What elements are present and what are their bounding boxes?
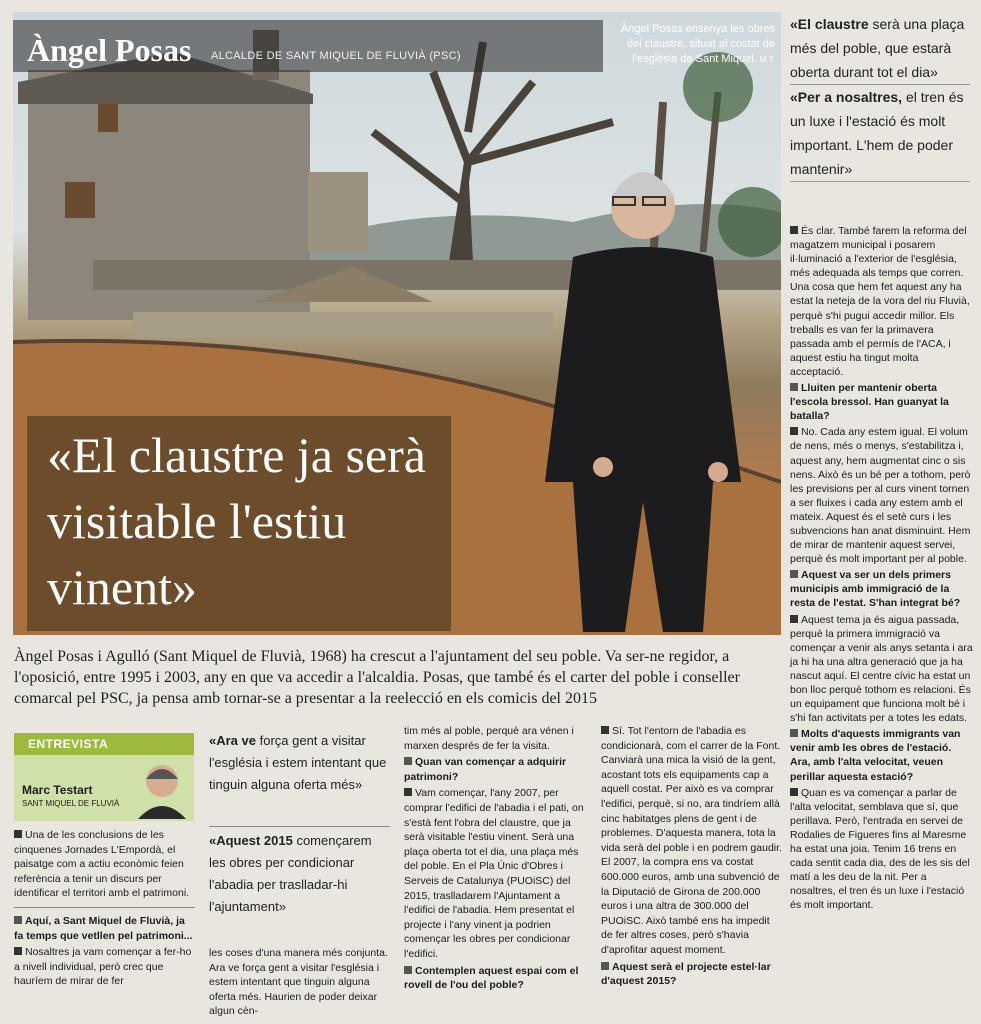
question: Lluiten per mantenir oberta l'escola bressol. Han guanyat la batalla? <box>790 382 949 423</box>
pull-quote-2 <box>209 830 390 918</box>
answer: És clar. També farem la reforma del magatzem municipal i posarem il·luminació a l'exterior de l'església, més adequada als temps que corren. Una cosa que hem fet aquest any ha estat la neteja de la vora del riu Fluvià, perquè s'hi pugui accedir millor. Els treballs es van fer la primavera passada amb el permís de l'ACA, i aquest estiu ha tingut molta acceptació. <box>790 225 970 378</box>
answer: Quan es va començar a parlar de l'alta velocitat, semblava que sí, que perillava. Però, l'entrada en servei de Rodalies de Figueres fins al Maresme ha estat una joia. Tenim 16 trens en cada sentit cada dia, des de les sis del matí a les deu de la nit. Per a nosaltres, el tren és un luxe i l'estació és molt important. <box>790 786 970 912</box>
question: Aquest va ser un dels primers municipis amb immigració de la resta de l'estat. S'han integrat bé? <box>790 569 961 610</box>
main-photo <box>13 12 781 635</box>
entrevista-header <box>14 733 194 755</box>
answer: Vam començar, l'any 2007, per comprar l'edifici de l'abadia i el pati, on s'està fent l'obra del claustre, que ja serà visitable l'estiu vinent. Serà una plaça oberta tot el dia, una plaça més del poble. En el Pla Únic d'Obres i Serveis de Catalunya (PUOiSC) del 2015, traslladarem l'Ajuntament a l'edifici de l'abadia. Hem presentat el projecte i l'any vinent ja podrien començar les obres per condicionar l'edifici. <box>404 787 584 960</box>
pull-quote-2-text: començarem les obres per condicionar l'abadia per traslladar-hi l'ajuntament» <box>209 833 372 914</box>
column-4 <box>601 724 783 991</box>
column-3 <box>404 724 587 995</box>
pull-quote-2-lead: «Aquest 2015 <box>209 833 293 848</box>
caption-credit: M.T. <box>759 55 775 64</box>
intro-paragraph: Àngel Posas i Agulló (Sant Miquel de Fluvià, 1968) ha crescut a l'ajuntament del seu poble. Va ser-ne regidor, a l'oposició, entre 1995 i 2003, any en que va accedir a l'alcaldia. Posas, que també és el carter del poble i conseller comarcal pel PSC, ja pensa amb tornar-se a presentar a la reelecció en els comicis del 2015 <box>14 648 740 707</box>
question: Aquest serà el projecte estel·lar d'aquest 2015? <box>601 960 771 988</box>
question-marker-icon <box>404 757 412 765</box>
entrevista-box <box>14 733 194 821</box>
question-marker-icon <box>601 962 609 970</box>
divider <box>14 907 195 908</box>
answer-marker-icon <box>790 788 798 796</box>
author-name: Marc Testart <box>22 783 93 797</box>
question-marker-icon <box>790 570 798 578</box>
column-2 <box>209 946 390 1021</box>
answer-marker-icon <box>790 427 798 435</box>
column-1-lead: Una de les conclusions de les cinquenes Jornades L'Empordà, el paisatge com a actiu econòmic feien referència a tenir un discurs per identificar el territori amb el patrimoni. <box>14 829 190 900</box>
entrevista-label: ENTREVISTA <box>28 737 109 751</box>
question: Contemplen aquest espai com el rovell de l'ou del poble? <box>404 964 579 992</box>
answer: Sí. Tot l'entorn de l'abadia es condicionarà, com el carrer de la Font. Canviarà una mica la visió de la gent, acostant tots els equipaments cap a aquell costat. Per això es va comprar l'edifici, perquè, si no, ara tindríem allà cinc habitatges plens de gent i de problemes. D'aquesta manera, tota la vida serà del poble i en podrem gaudir. El 2007, la compra ens va costat 600.000 euros, amb una subvenció de la Diputació de Girona de 200.000 euros i una altra de 300.000 del PUOiSC. Això també ens ha impedit de fer altres coses, però s'havia d'aprofitar aquest moment. <box>601 725 782 956</box>
answer-marker-icon <box>404 788 412 796</box>
bullet-icon <box>14 830 22 838</box>
pull-quote-1-lead: «Ara ve <box>209 733 256 748</box>
side-pull-quotes <box>790 12 970 182</box>
interviewee-role: ALCALDE DE SANT MIQUEL DE FLUVIÀ (PSC) <box>211 50 461 62</box>
side-pull-quote-1-lead: «El claustre <box>790 16 869 32</box>
answer-marker-icon <box>14 947 22 955</box>
name-banner <box>13 20 603 72</box>
question-marker-icon <box>790 729 798 737</box>
answer: Aquest tema ja és aigua passada, perquè la primera immigració va començar a venir als anys setanta i ara ja hi ha una altra generació que ja ha nascut aquí. El centre cívic ha estat un bon lloc perquè tothom es relacioni. És un equipament que funciona molt bé i s'hi fan activitats per a totes les edats. <box>790 613 973 725</box>
author-location: SANT MIQUEL DE FLUVIÀ <box>22 799 120 808</box>
author-avatar <box>134 757 190 819</box>
question-marker-icon <box>790 383 798 391</box>
pull-quote-1-text: força gent a visitar l'església i estem intentant que tinguin alguna oferta més» <box>209 733 387 792</box>
answer-marker-icon <box>601 726 609 734</box>
question: Quan van començar a adquirir patrimoni? <box>404 756 567 783</box>
caption-text: Àngel Posas ensenya les obres del claustre, situat al costat de l'església de Sant Miquel. <box>620 23 775 65</box>
column-1 <box>14 828 195 991</box>
interviewee-name: Àngel Posas <box>27 32 192 68</box>
answer-marker-icon <box>790 615 798 623</box>
headline-quote: «El claustre ja serà visitable l'estiu vinent» <box>47 427 426 615</box>
side-pull-quote-2 <box>790 85 970 182</box>
question: Molts d'aquests immigrants van venir amb les obres de l'estació. Ara, amb l'alta velocitat, veuen perillar aquesta estació? <box>790 728 961 783</box>
side-pull-quote-2-lead: «Per a nosaltres, <box>790 89 903 105</box>
question-marker-icon <box>14 916 22 924</box>
pull-quote-1 <box>209 730 390 796</box>
answer-marker-icon <box>790 226 798 234</box>
column-5 <box>790 224 974 915</box>
answer: tim més al poble, perquè ara vénen i marxen després de fer la visita. <box>404 725 574 752</box>
answer: les coses d'una manera més conjunta. Ara ve força gent a visitar l'església i estem intentant que tinguin alguna oferta més. Haurien de poder deixar algun cèn- <box>209 947 388 1018</box>
side-pull-quote-1-text: serà una plaça més del poble, que estarà oberta durant tot el dia» <box>790 16 965 80</box>
answer: No. Cada any estem igual. El volum de nens, més o menys, s'estabilitza i, aquest any, hem augmentat cinc o sis nens. Això és un bé per a tothom, però les previsions per al curs vinent tornen a ser fluixes i cada any estem amb el mateix. Aquest és el setè curs i les subvencions han anat disminuint. Hem de mirar de mantenir aquest servei, perquè és molt important per al poble. <box>790 426 971 566</box>
photo-caption <box>605 22 775 67</box>
side-pull-quote-2-text: el tren és un luxe i l'estació és molt important. L'hem de poder mantenir» <box>790 89 964 177</box>
side-pull-quote-1 <box>790 12 970 85</box>
question: Aquí, a Sant Miquel de Fluvià, ja fa temps que vetllen pel patrimoni... <box>14 914 193 942</box>
headline-box <box>27 416 451 631</box>
question-marker-icon <box>404 966 412 974</box>
answer: Nosaltres ja vam començar a fer-ho a nivell individual, però crec que hauríem de mirar de fer <box>14 946 192 988</box>
divider <box>209 826 390 827</box>
